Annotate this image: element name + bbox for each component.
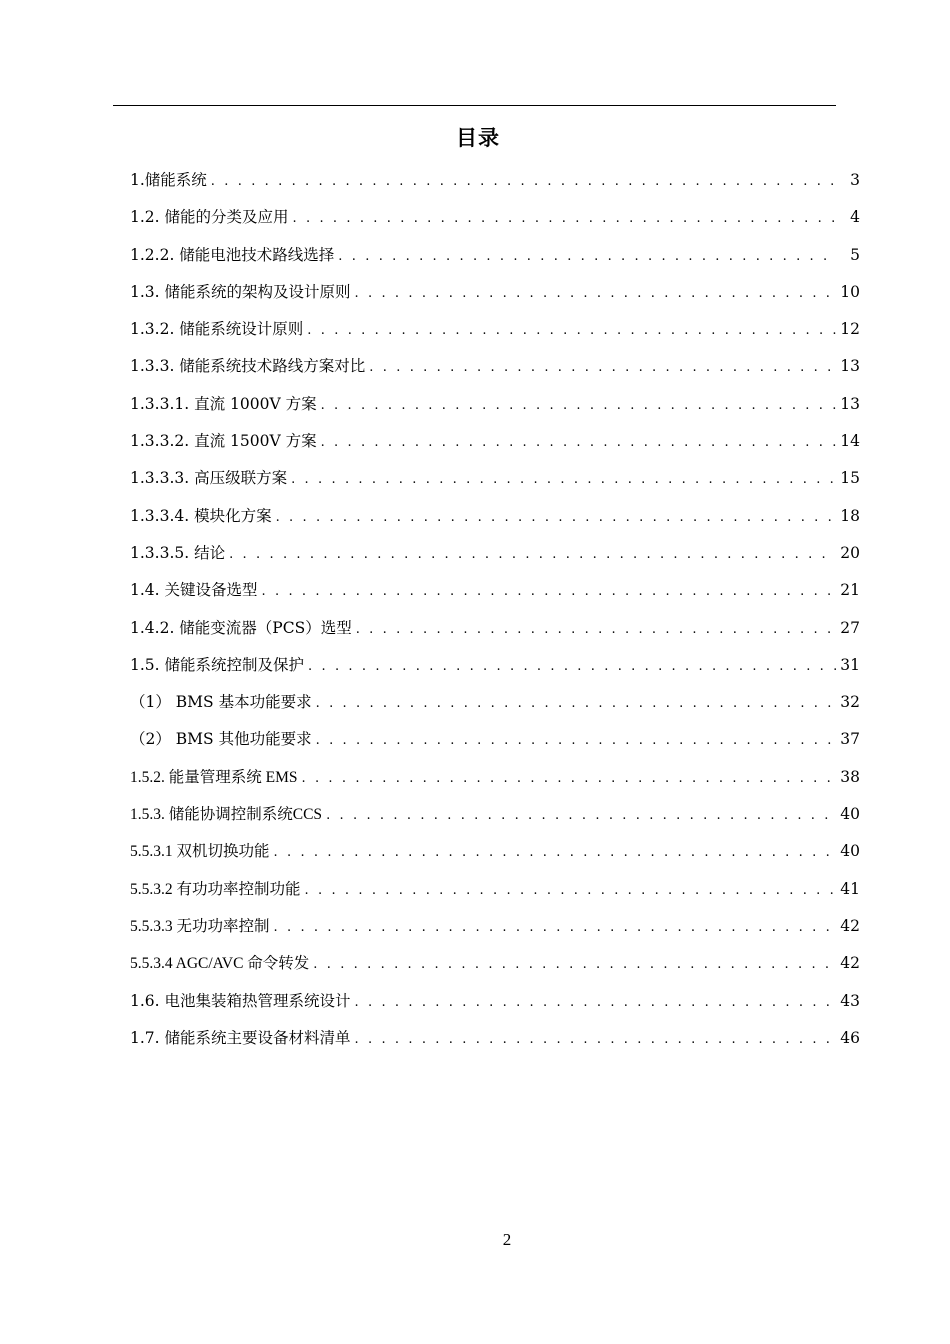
toc-entry[interactable] (130, 653, 860, 690)
toc-entry[interactable] (130, 802, 860, 839)
table-of-contents (130, 168, 860, 1063)
toc-entry-page: 40 (840, 805, 860, 824)
toc-entry-label: （2） BMS 其他功能要求 (130, 730, 312, 749)
toc-entry-page: 3 (850, 171, 860, 189)
toc-entry-page: 15 (840, 469, 860, 488)
toc-entry-label: 1.储能系统 (130, 171, 207, 189)
toc-entry[interactable] (130, 317, 860, 354)
toc-leader-dots (274, 845, 836, 860)
toc-entry-label: 1.3.3.1. 直流 1000V 方案 (130, 394, 317, 413)
toc-leader-dots (338, 249, 836, 264)
toc-entry-label: 1.6. 电池集装箱热管理系统设计 (130, 991, 351, 1010)
header-rule (113, 105, 836, 106)
toc-entry-page: 42 (840, 954, 860, 973)
toc-entry-label: 1.3.3.2. 直流 1500V 方案 (130, 432, 317, 451)
toc-entry[interactable] (130, 727, 860, 764)
toc-entry-page: 21 (840, 581, 860, 600)
toc-entry-page: 38 (840, 767, 860, 786)
toc-leader-dots (307, 323, 836, 338)
toc-entry[interactable] (130, 205, 860, 242)
toc-entry-label: 5.5.3.4 AGC/AVC 命令转发 (130, 955, 310, 973)
toc-entry-label: 5.5.3.1 双机切换功能 (130, 843, 270, 861)
toc-entry[interactable] (130, 280, 860, 317)
toc-leader-dots (321, 435, 836, 450)
toc-leader-dots (293, 211, 836, 226)
toc-leader-dots (211, 174, 836, 189)
toc-leader-dots (302, 771, 837, 786)
toc-leader-dots (316, 733, 836, 748)
toc-entry[interactable] (130, 914, 860, 951)
toc-entry[interactable] (130, 690, 860, 727)
toc-entry-page: 5 (850, 245, 860, 264)
toc-entry[interactable] (130, 1026, 860, 1063)
toc-leader-dots (355, 995, 836, 1010)
toc-entry-label: 1.5.2. 能量管理系统 EMS (130, 768, 298, 786)
toc-entry-page: 31 (840, 655, 860, 674)
toc-entry[interactable] (130, 466, 860, 503)
toc-entry[interactable] (130, 989, 860, 1026)
toc-leader-dots (355, 1032, 836, 1047)
toc-entry-label: 1.3.3. 储能系统技术路线方案对比 (130, 357, 366, 376)
toc-leader-dots (262, 584, 836, 599)
toc-entry-page: 41 (840, 879, 860, 898)
toc-entry-label: 1.2.2. 储能电池技术路线选择 (130, 245, 335, 264)
toc-entry-page: 42 (840, 916, 860, 935)
toc-entry-label: 1.3. 储能系统的架构及设计原则 (130, 282, 351, 301)
toc-entry[interactable] (130, 429, 860, 466)
toc-entry-page: 37 (840, 730, 860, 749)
toc-leader-dots (356, 622, 836, 637)
toc-entry[interactable] (130, 392, 860, 429)
toc-entry-page: 27 (840, 618, 860, 637)
toc-entry[interactable] (130, 168, 860, 205)
toc-entry[interactable] (130, 616, 860, 653)
toc-entry-label: 1.4.2. 储能变流器（PCS）选型 (130, 618, 352, 637)
toc-entry[interactable] (130, 765, 860, 802)
toc-entry[interactable] (130, 877, 860, 914)
toc-entry-label: 5.5.3.2 有功功率控制功能 (130, 880, 301, 898)
toc-entry[interactable] (130, 839, 860, 876)
toc-entry-label: （1） BMS 基本功能要求 (130, 693, 312, 712)
toc-leader-dots (305, 883, 836, 898)
toc-leader-dots (313, 957, 836, 972)
toc-entry-page: 14 (840, 432, 860, 451)
toc-entry[interactable] (130, 354, 860, 391)
toc-entry-page: 13 (840, 357, 860, 376)
page-number: 2 (502, 1230, 512, 1249)
toc-leader-dots (308, 659, 836, 674)
toc-entry-page: 12 (840, 320, 860, 339)
toc-leader-dots (326, 808, 836, 823)
toc-entry-label: 1.3.3.3. 高压级联方案 (130, 469, 288, 488)
toc-leader-dots (321, 398, 836, 413)
toc-entry-page: 20 (840, 543, 860, 562)
toc-entry[interactable] (130, 578, 860, 615)
toc-entry-page: 10 (840, 282, 860, 301)
toc-entry-page: 46 (840, 1028, 860, 1047)
toc-entry-label: 1.4. 关键设备选型 (130, 581, 258, 600)
toc-entry-page: 32 (840, 693, 860, 712)
toc-leader-dots (229, 547, 836, 562)
toc-entry-label: 1.3.2. 储能系统设计原则 (130, 320, 304, 339)
toc-entry[interactable] (130, 243, 860, 280)
toc-entry-label: 1.7. 储能系统主要设备材料清单 (130, 1028, 351, 1047)
toc-entry-label: 1.5. 储能系统控制及保护 (130, 655, 305, 674)
toc-entry-label: 1.2. 储能的分类及应用 (130, 208, 289, 227)
toc-entry-page: 43 (840, 991, 860, 1010)
toc-leader-dots (369, 360, 836, 375)
toc-leader-dots (316, 696, 836, 711)
toc-entry[interactable] (130, 541, 860, 578)
toc-entry-label: 1.3.3.5. 结论 (130, 543, 226, 562)
toc-entry[interactable] (130, 951, 860, 988)
toc-entry-label: 1.5.3. 储能协调控制系统CCS (130, 806, 323, 824)
toc-leader-dots (355, 286, 836, 301)
toc-entry-page: 13 (840, 394, 860, 413)
toc-entry[interactable] (130, 504, 860, 541)
toc-leader-dots (291, 472, 836, 487)
toc-leader-dots (274, 920, 836, 935)
toc-entry-page: 4 (850, 208, 860, 227)
toc-entry-label: 5.5.3.3 无功功率控制 (130, 917, 270, 935)
toc-leader-dots (276, 510, 836, 525)
toc-entry-page: 40 (840, 842, 860, 861)
toc-entry-page: 18 (840, 506, 860, 525)
toc-entry-label: 1.3.3.4. 模块化方案 (130, 506, 272, 525)
page-title: 目录 (456, 126, 500, 150)
